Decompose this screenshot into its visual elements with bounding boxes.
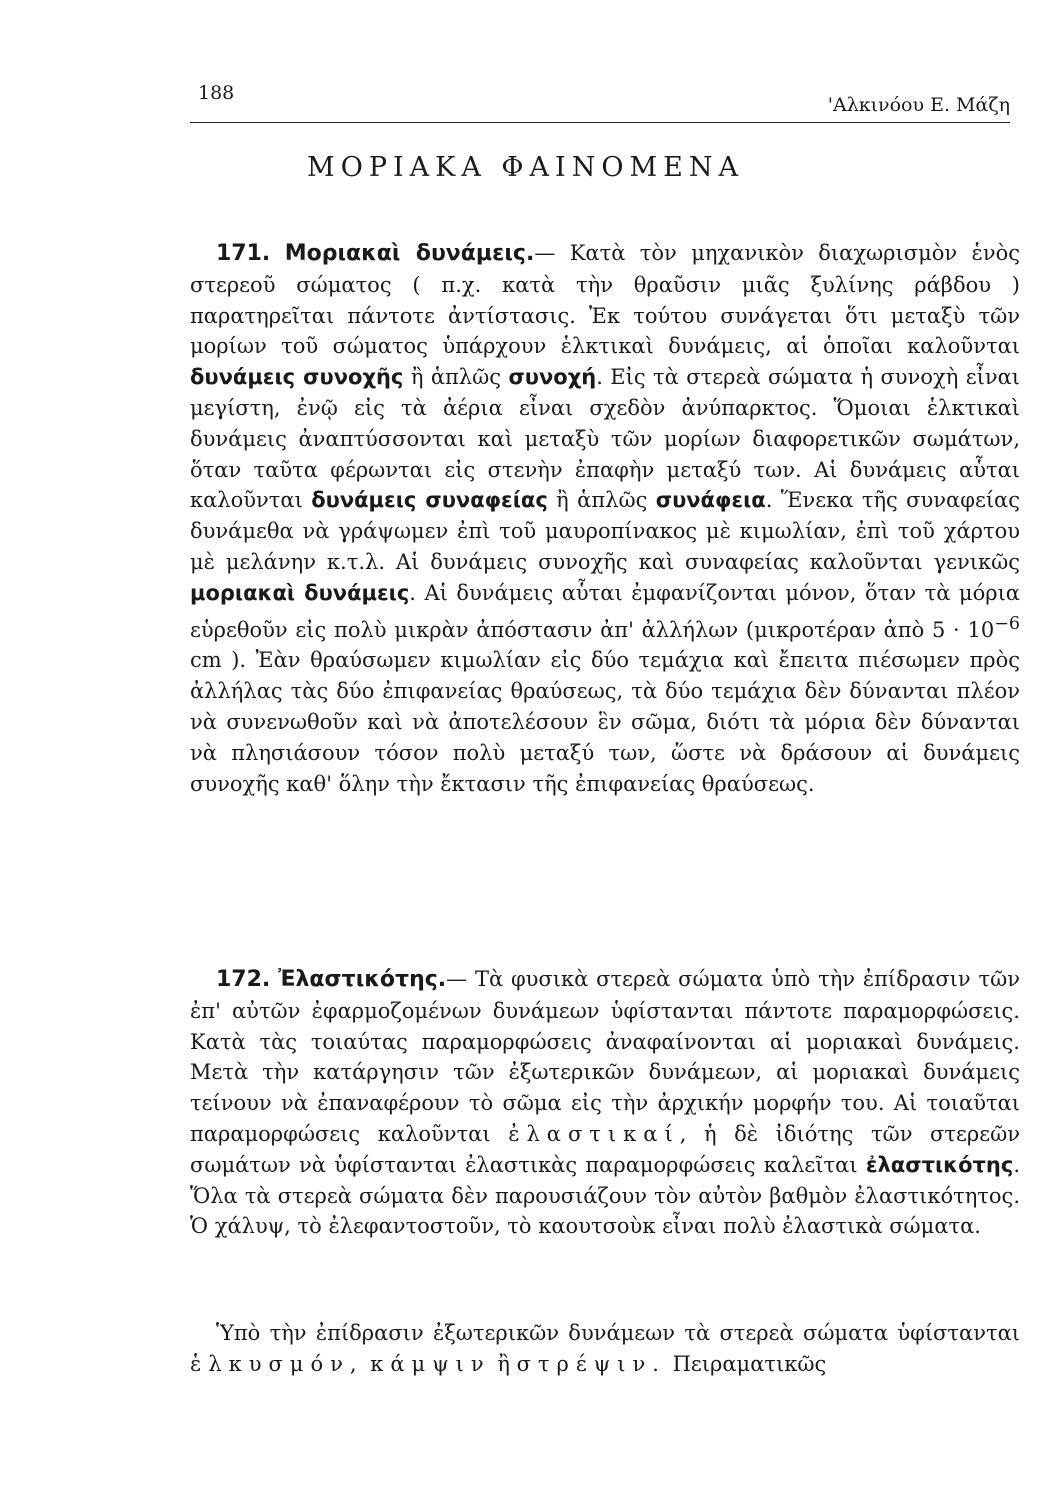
bold-term: συνοχή [508, 365, 597, 390]
body-text: — Τὰ φυσικὰ στερεὰ σώματα ὑπὸ τὴν ἐπίδρασιν τῶν ἐπ' αὐτῶν ἐφαρμοζομένων δυνάμεων ὑφίστανται πάντοτε παραμορφώσεις. Κατὰ τὰς τοιαύτας παραμορφώσεις ἀναφαίνονται αἱ μοριακαὶ δυνάμεις. Μετὰ τὴν κατάργησιν τῶν ἐξωτερικῶν δυνάμεων, αἱ μοριακαὶ δυνάμεις τείνουν νὰ ἐπαναφέρουν τὸ σῶμα εἰς τὴν ἀρχικήν μορφήν του. Αἱ τοιαῦται παραμορφώσεις καλοῦνται [190, 967, 1020, 1146]
section-171-paragraph [190, 238, 1020, 799]
body-text: . Ὅλα τὰ στερεὰ σώματα δὲν παρουσιάζουν τὸν αὐτὸν βαθμὸν ἐλαστικότητος. Ὁ χάλυψ, τὸ ἐλεφαντοστοῦν, τὸ καουτσοὺκ εἶναι πολὺ ἐλαστικὰ σώματα. [190, 1152, 1020, 1239]
body-text: Ὑπὸ τὴν ἐπίδρασιν ἐξωτερικῶν δυνάμεων τὰ στερεὰ σώματα ὑφίστανται [216, 1321, 1020, 1345]
chapter-title: ΜΟΡΙΑΚΑ ΦΑΙΝΟΜΕΝΑ [307, 152, 744, 183]
body-text: — Κατὰ τὸν μηχανικὸν διαχωρισμὸν ἑνὸς στερεοῦ σώματος ( π.χ. κατὰ τὴν θραῦσιν μιᾶς ξυλίνης ράβδου ) παρατηρεῖται πάντοτε ἀντίστασις. Ἐκ τούτου συνάγεται ὅτι μεταξὺ τῶν μορίων τοῦ σώματος ὑπάρχουν ἑλκτικαὶ δυνάμεις, αἱ ὁποῖαι καλοῦνται [190, 241, 1020, 359]
paragraph-3 [190, 1318, 1020, 1380]
spaced-term: στρέψιν. [516, 1351, 666, 1376]
body-text: , ἡ δὲ ἰδιότης τῶν στερεῶν σωμάτων νὰ ὑφίστανται ἐλαστικὰς παραμορφώσεις καλεῖται [190, 1121, 1021, 1177]
spaced-term: κάμψιν [370, 1351, 491, 1376]
bold-term: συνάφεια [655, 488, 766, 513]
body-text: cm ). Ἐὰν θραύσωμεν κιμωλίαν εἰς δύο τεμάχια καὶ ἔπειτα πιέσωμεν πρὸς ἀλλήλας τὰς δύο ἐπιφανείας θραύσεως, τὰ δύο τεμάχια δὲν δύνανται πλέον νὰ συνενωθοῦν καὶ νὰ ἀποτελέσουν ἓν σῶμα, διότι τὰ μόρια δὲν δύνανται νὰ πλησιάσουν τόσον πολὺ μεταξύ των, ὥστε νὰ δράσουν αἱ δυνάμεις συνοχῆς καθ' ὅλην τὴν ἔκτασιν τῆς ἐπιφανείας θραύσεως. [190, 648, 1020, 796]
section-number: 172. [216, 967, 271, 992]
body-text: ἢ ἁπλῶς [403, 365, 509, 390]
bold-term: δυνάμεις συνοχῆς [190, 365, 404, 390]
body-text: . Αἱ δυνάμεις αὗται ἐμφανίζονται μόνον, ὅταν τὰ μόρια εὑρεθοῦν εἰς πολὺ μικρὰν ἀπόστασιν ἀπ' ἀλλήλων (μικροτέραν ἀπὸ 5 · 10 [190, 580, 1020, 642]
header-rule [190, 122, 1010, 123]
spaced-term: ἑλκυσμόν, [190, 1351, 364, 1376]
section-title: Ἐλαστικότης. [278, 967, 447, 992]
body-text: . Ἕνεκα τῆς συναφείας δυνάμεθα νὰ γράψωμεν ἐπὶ τοῦ μαυροπίνακος μὲ κιμωλίαν, ἐπὶ τοῦ χάρτου μὲ μελάνην κ.τ.λ. Αἱ δυνάμεις συνοχῆς καὶ συναφείας καλοῦνται γενικῶς [190, 488, 1020, 574]
bold-term: μοριακαὶ δυνάμεις [190, 580, 410, 605]
section-title: Μοριακαὶ δυνάμεις. [284, 241, 535, 266]
body-text: Πειραματικῶς [665, 1351, 827, 1376]
body-text: . Εἰς τὰ στερεὰ σώματα ἡ συνοχὴ εἶναι μεγίστη, ἐνῷ εἰς τὰ ἀέρια εἶναι σχεδὸν ἀνύπαρκτος. Ὅμοιαι ἑλκτικαὶ δυνάμεις ἀναπτύσσονται καὶ μεταξὺ τῶν μορίων διαφορετικῶν σωμάτων, ὅταν ταῦτα φέρωνται εἰς στενὴν ἐπαφὴν μεταξύ των. Αἱ δυνάμεις αὗται καλοῦνται [190, 365, 1020, 513]
bold-term: ἐλαστικότης [865, 1152, 1014, 1177]
body-text: ἢ ἁπλῶς [547, 488, 656, 513]
spaced-term: ἐλαστικαί [508, 1121, 680, 1146]
section-number: 171. [216, 241, 271, 266]
running-head: 'Αλκινόου Ε. Μάζη [827, 94, 1010, 116]
bold-term: δυνάμεις συναφείας [311, 488, 548, 513]
page-header [190, 72, 1010, 126]
section-172-paragraph [190, 964, 1020, 1242]
page-number: 188 [198, 82, 235, 104]
body-text: ἢ [490, 1351, 517, 1376]
exponent: −6 [994, 613, 1020, 634]
